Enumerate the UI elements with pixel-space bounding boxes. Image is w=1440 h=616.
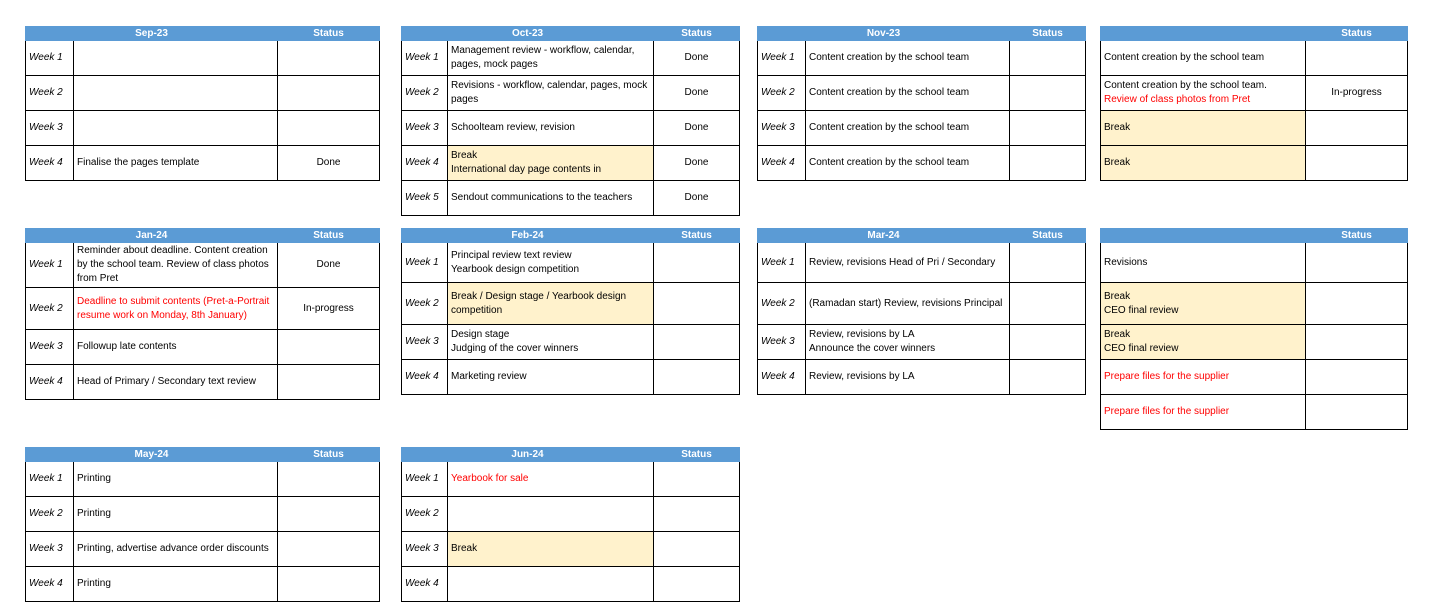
task-cell — [448, 462, 654, 497]
table-row — [758, 41, 1086, 76]
week-label: Week 4 — [26, 567, 74, 602]
task-text: Review of class photos from Pret — [1104, 94, 1251, 105]
task-text: Followup late contents — [77, 341, 177, 352]
status-cell — [1306, 243, 1408, 283]
status-cell — [1306, 41, 1408, 76]
status-cell — [654, 325, 740, 360]
task-text: Finalise the pages template — [77, 157, 200, 168]
task-cell — [806, 146, 1010, 181]
table-row — [26, 243, 380, 288]
week-label: Week 3 — [402, 325, 448, 360]
table-row — [26, 41, 380, 76]
task-cell — [74, 497, 278, 532]
week-label: Week 4 — [402, 567, 448, 602]
task-text: Yearbook design competition — [451, 263, 580, 275]
task-cell — [74, 41, 278, 76]
table-row — [402, 111, 740, 146]
status-header: Status — [278, 448, 380, 462]
task-cell — [806, 41, 1010, 76]
status-cell — [654, 283, 740, 325]
month-title: Oct-23 — [402, 27, 654, 41]
task-cell — [448, 181, 654, 216]
table-row — [402, 283, 740, 325]
table-row — [402, 462, 740, 497]
table-row — [1101, 325, 1408, 360]
status-cell — [278, 365, 380, 400]
table-row — [26, 532, 380, 567]
task-cell — [1101, 76, 1306, 111]
task-text: Printing — [77, 508, 111, 519]
task-text: Printing, advertise advance order discounts — [77, 543, 269, 554]
week-label: Week 1 — [402, 462, 448, 497]
task-text: Content creation by the school team — [809, 122, 970, 133]
week-label: Week 3 — [26, 330, 74, 365]
week-label: Week 2 — [402, 497, 448, 532]
status-header: Status — [1010, 229, 1086, 243]
table-row — [26, 462, 380, 497]
task-text: Break — [1104, 157, 1131, 168]
status-cell — [654, 532, 740, 567]
table-row — [1101, 243, 1408, 283]
week-label: Week 4 — [758, 360, 806, 395]
week-label: Week 4 — [26, 146, 74, 181]
table-row — [402, 146, 740, 181]
month-table-apr24 — [1100, 228, 1408, 430]
month-title: Jan-24 — [26, 229, 278, 243]
task-cell — [448, 283, 654, 325]
status-cell — [1010, 283, 1086, 325]
task-cell — [74, 288, 278, 330]
task-text: Yearbook for sale — [451, 473, 529, 484]
task-text: Printing — [77, 473, 111, 484]
task-text: Revisions — [1104, 256, 1148, 268]
task-cell — [1101, 325, 1306, 360]
task-text: Announce the cover winners — [809, 343, 936, 354]
task-text: International day page contents in — [451, 164, 602, 175]
status-cell — [1306, 395, 1408, 430]
week-label: Week 3 — [402, 532, 448, 567]
month-title: Jun-24 — [402, 448, 654, 462]
week-label: Week 3 — [26, 111, 74, 146]
task-cell — [806, 111, 1010, 146]
task-cell — [74, 567, 278, 602]
task-text: Principal review text review — [451, 249, 572, 261]
task-cell — [806, 325, 1010, 360]
week-label: Week 3 — [758, 111, 806, 146]
month-title — [1101, 27, 1306, 41]
task-cell — [448, 497, 654, 532]
status-cell — [654, 567, 740, 602]
task-cell — [448, 325, 654, 360]
task-text: Break — [1104, 329, 1131, 340]
task-text: Design stage — [451, 329, 510, 340]
table-row — [26, 146, 380, 181]
table-row — [26, 330, 380, 365]
task-cell — [74, 243, 278, 288]
status-cell — [1010, 325, 1086, 360]
task-text: Content creation by the school team — [809, 157, 970, 168]
task-text: Content creation by the school team. — [1104, 80, 1267, 91]
status-cell — [278, 41, 380, 76]
status-cell — [654, 462, 740, 497]
task-cell — [1101, 395, 1306, 430]
table-row — [758, 111, 1086, 146]
task-text: Content creation by the school team — [1104, 52, 1265, 63]
task-cell — [74, 365, 278, 400]
table-row — [402, 532, 740, 567]
task-text: Break / Design stage / Yearbook design competition — [451, 290, 627, 316]
task-cell — [1101, 283, 1306, 325]
status-cell — [1306, 111, 1408, 146]
status-cell — [1010, 146, 1086, 181]
task-cell — [1101, 243, 1306, 283]
task-text: CEO final review — [1104, 343, 1179, 354]
task-cell — [74, 330, 278, 365]
week-label: Week 1 — [758, 41, 806, 76]
month-table-jun24 — [401, 447, 740, 602]
status-cell: Done — [278, 146, 380, 181]
task-cell — [806, 360, 1010, 395]
table-row — [26, 567, 380, 602]
status-header: Status — [1306, 27, 1408, 41]
task-text: Content creation by the school team — [809, 52, 970, 63]
table-row — [1101, 76, 1408, 111]
task-text: Printing — [77, 578, 111, 589]
task-cell — [806, 243, 1010, 283]
week-label: Week 2 — [26, 497, 74, 532]
month-title — [1101, 229, 1306, 243]
status-cell: Done — [654, 111, 740, 146]
task-text: Schoolteam review, revision — [451, 122, 575, 133]
task-cell — [448, 111, 654, 146]
month-table-feb24 — [401, 228, 740, 395]
table-row — [758, 243, 1086, 283]
task-text: Review, revisions by LA — [809, 371, 915, 382]
week-label: Week 2 — [758, 283, 806, 325]
table-row — [1101, 283, 1408, 325]
task-text: Sendout communications to the teachers — [451, 192, 633, 203]
status-cell: Done — [654, 41, 740, 76]
task-text: Revisions - workflow, calendar, pages, mock pages — [451, 80, 648, 105]
task-cell — [1101, 41, 1306, 76]
month-title: Feb-24 — [402, 229, 654, 243]
status-cell: In-progress — [278, 288, 380, 330]
table-row — [402, 76, 740, 111]
task-text: Deadline to submit contents (Pret-a-Portrait resume work on Monday, 8th January) — [77, 295, 270, 321]
table-row — [1101, 395, 1408, 430]
week-label: Week 5 — [402, 181, 448, 216]
task-text: Prepare files for the supplier — [1104, 371, 1230, 382]
table-row — [1101, 360, 1408, 395]
task-text: Review, revisions Head of Pri / Secondary — [809, 256, 996, 268]
week-label: Week 4 — [402, 146, 448, 181]
week-label: Week 2 — [402, 283, 448, 325]
status-header: Status — [654, 448, 740, 462]
status-cell — [1306, 325, 1408, 360]
table-row — [402, 567, 740, 602]
week-label: Week 1 — [26, 41, 74, 76]
table-row — [402, 181, 740, 216]
week-label: Week 3 — [402, 111, 448, 146]
status-header: Status — [1306, 229, 1408, 243]
status-header: Status — [654, 27, 740, 41]
status-header: Status — [278, 27, 380, 41]
task-text: Break — [451, 150, 478, 161]
task-text: Break — [1104, 122, 1131, 133]
task-text: Head of Primary / Secondary text review — [77, 376, 256, 387]
status-cell — [278, 497, 380, 532]
status-cell — [278, 567, 380, 602]
task-cell — [448, 76, 654, 111]
week-label: Week 2 — [402, 76, 448, 111]
status-header: Status — [1010, 27, 1086, 41]
status-cell — [654, 360, 740, 395]
table-row — [758, 283, 1086, 325]
week-label: Week 4 — [758, 146, 806, 181]
table-row — [402, 325, 740, 360]
table-row — [26, 111, 380, 146]
status-cell — [1306, 360, 1408, 395]
status-cell — [278, 532, 380, 567]
status-cell — [278, 330, 380, 365]
month-table-may24 — [25, 447, 380, 602]
status-cell: Done — [654, 146, 740, 181]
month-title: Nov-23 — [758, 27, 1010, 41]
task-cell — [74, 111, 278, 146]
status-cell: Done — [654, 76, 740, 111]
task-cell — [448, 567, 654, 602]
status-cell — [1306, 146, 1408, 181]
task-cell — [1101, 146, 1306, 181]
task-cell — [1101, 111, 1306, 146]
table-row — [26, 497, 380, 532]
table-row — [402, 41, 740, 76]
table-row — [758, 325, 1086, 360]
month-table-oct23 — [401, 26, 740, 216]
task-text: CEO final review — [1104, 304, 1179, 316]
status-cell: Done — [278, 243, 380, 288]
status-cell: In-progress — [1306, 76, 1408, 111]
status-cell — [1010, 41, 1086, 76]
task-text: Judging of the cover winners — [451, 343, 579, 354]
table-row — [26, 76, 380, 111]
task-cell — [448, 243, 654, 283]
task-cell — [448, 532, 654, 567]
status-cell — [1010, 360, 1086, 395]
table-row — [758, 146, 1086, 181]
task-cell — [806, 283, 1010, 325]
week-label: Week 2 — [26, 288, 74, 330]
week-label: Week 3 — [26, 532, 74, 567]
table-row — [402, 243, 740, 283]
month-title: May-24 — [26, 448, 278, 462]
task-cell — [74, 532, 278, 567]
status-cell — [1306, 283, 1408, 325]
table-row — [1101, 111, 1408, 146]
task-text: (Ramadan start) Review, revisions Principal — [809, 297, 1003, 309]
week-label: Week 1 — [402, 243, 448, 283]
week-label: Week 3 — [758, 325, 806, 360]
task-cell — [74, 146, 278, 181]
month-table-nov23 — [757, 26, 1086, 181]
table-row — [758, 360, 1086, 395]
month-table-dec23 — [1100, 26, 1408, 181]
task-text: Reminder about deadline. Content creation by the school team. Review of class photos from Pret — [77, 245, 269, 284]
task-cell — [806, 76, 1010, 111]
status-cell — [1010, 243, 1086, 283]
table-row — [26, 365, 380, 400]
week-label: Week 1 — [26, 462, 74, 497]
status-cell — [278, 111, 380, 146]
status-cell — [1010, 76, 1086, 111]
status-cell — [654, 243, 740, 283]
task-cell — [74, 462, 278, 497]
task-text: Marketing review — [451, 371, 527, 382]
week-label: Week 4 — [26, 365, 74, 400]
task-cell — [448, 41, 654, 76]
status-cell — [1010, 111, 1086, 146]
task-cell — [1101, 360, 1306, 395]
week-label: Week 1 — [758, 243, 806, 283]
week-label: Week 1 — [402, 41, 448, 76]
month-table-mar24 — [757, 228, 1086, 395]
month-title: Mar-24 — [758, 229, 1010, 243]
status-cell: Done — [654, 181, 740, 216]
task-text: Break — [1104, 290, 1131, 302]
table-row — [758, 76, 1086, 111]
task-text: Review, revisions by LA — [809, 329, 915, 340]
status-header: Status — [654, 229, 740, 243]
month-title: Sep-23 — [26, 27, 278, 41]
month-table-jan24 — [25, 228, 380, 400]
task-text: Prepare files for the supplier — [1104, 406, 1230, 417]
week-label: Week 1 — [26, 243, 74, 288]
status-cell — [654, 497, 740, 532]
status-cell — [278, 462, 380, 497]
table-row — [1101, 41, 1408, 76]
table-row — [26, 288, 380, 330]
task-text: Content creation by the school team — [809, 87, 970, 98]
task-text: Management review - workflow, calendar, pages, mock pages — [451, 45, 635, 70]
task-cell — [448, 146, 654, 181]
status-header: Status — [278, 229, 380, 243]
table-row — [402, 497, 740, 532]
week-label: Week 4 — [402, 360, 448, 395]
task-text: Break — [451, 543, 478, 554]
week-label: Week 2 — [758, 76, 806, 111]
table-row — [402, 360, 740, 395]
month-table-sep23 — [25, 26, 380, 181]
task-cell — [448, 360, 654, 395]
task-cell — [74, 76, 278, 111]
status-cell — [278, 76, 380, 111]
table-row — [1101, 146, 1408, 181]
week-label: Week 2 — [26, 76, 74, 111]
